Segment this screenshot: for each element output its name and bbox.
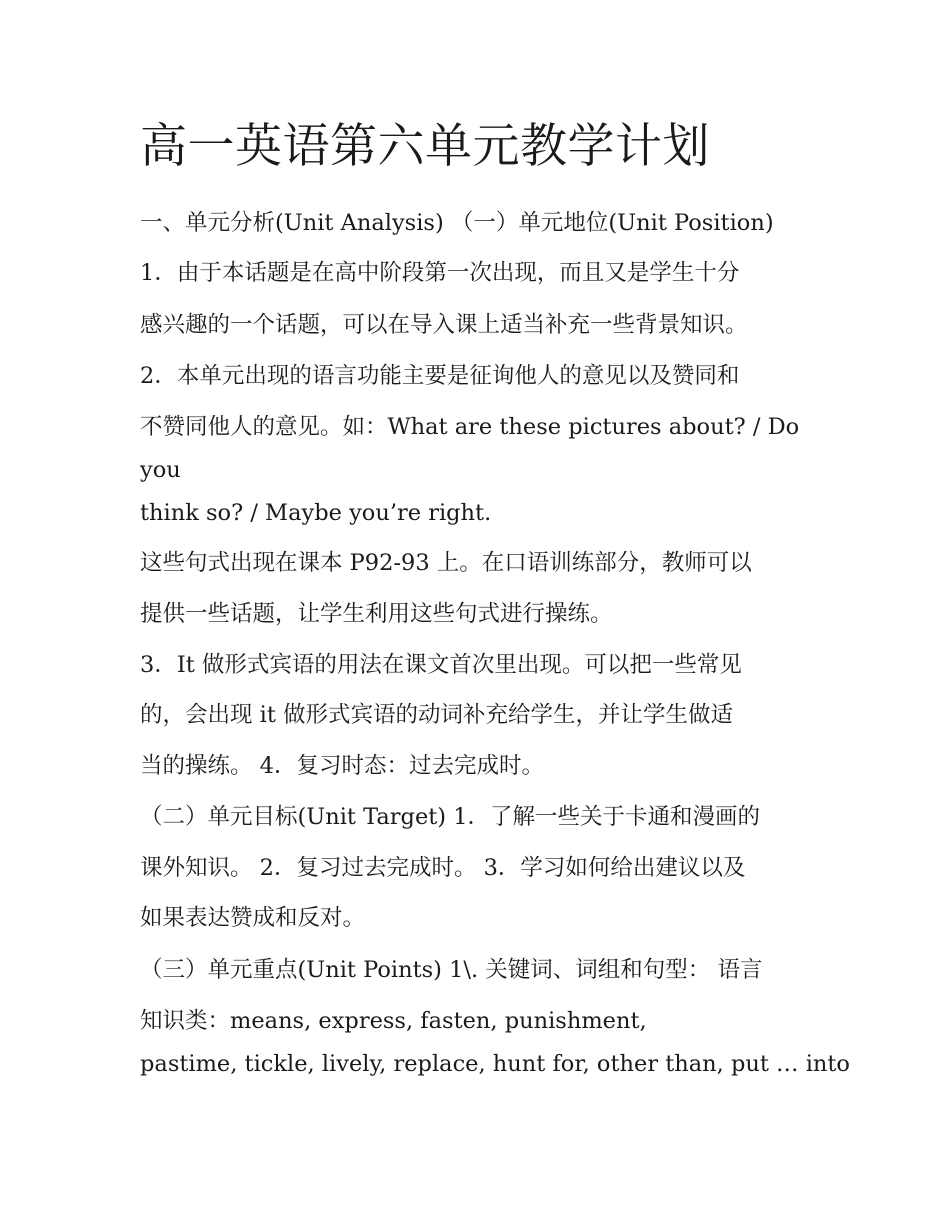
paragraph-line: 的，会出现 it 做形式宾语的动词补充给学生，并让学生做适 [140,702,734,728]
paragraph-line: 如果表达赞成和反对。 [140,905,366,931]
section-heading-unit-analysis: 一、单元分析(Unit Analysis) （一）单元地位(Unit Position) [140,210,774,236]
paragraph-line: think so? / Maybe you’re right. [140,500,492,526]
paragraph-line: 这些句式出现在课本 P92-93 上。在口语训练部分，教师可以 [140,550,752,576]
section-heading-unit-points: （三）单元重点(Unit Points) 1\. 关键词、词组和句型： 语言 [140,957,763,983]
paragraph-line: 3．It 做形式宾语的用法在课文首次里出现。可以把一些常见 [140,652,742,678]
paragraph-line: 1．由于本话题是在高中阶段第一次出现，而且又是学生十分 [140,260,740,286]
paragraph-line: 2．本单元出现的语言功能主要是征询他人的意见以及赞同和 [140,363,740,389]
paragraph-line: 当的操练。 4．复习时态：过去完成时。 [140,753,544,779]
paragraph-line: 不赞同他人的意见。如：What are these pictures about? / Do [140,414,800,440]
section-heading-unit-target: （二）单元目标(Unit Target) 1．了解一些关于卡通和漫画的 [140,804,761,830]
paragraph-line: 感兴趣的一个话题，可以在导入课上适当补充一些背景知识。 [140,312,748,338]
paragraph-line: you [140,457,181,483]
paragraph-line: pastime, tickle, lively, replace, hunt for, other than, put … into [140,1051,850,1077]
paragraph-line: 课外知识。 2．复习过去完成时。 3．学习如何给出建议以及 [140,855,746,881]
document-title: 高一英语第六单元教学计划 [140,119,710,174]
paragraph-line: 提供一些话题，让学生利用这些句式进行操练。 [140,601,613,627]
paragraph-line: 知识类：means, express, fasten, punishment, [140,1008,647,1034]
